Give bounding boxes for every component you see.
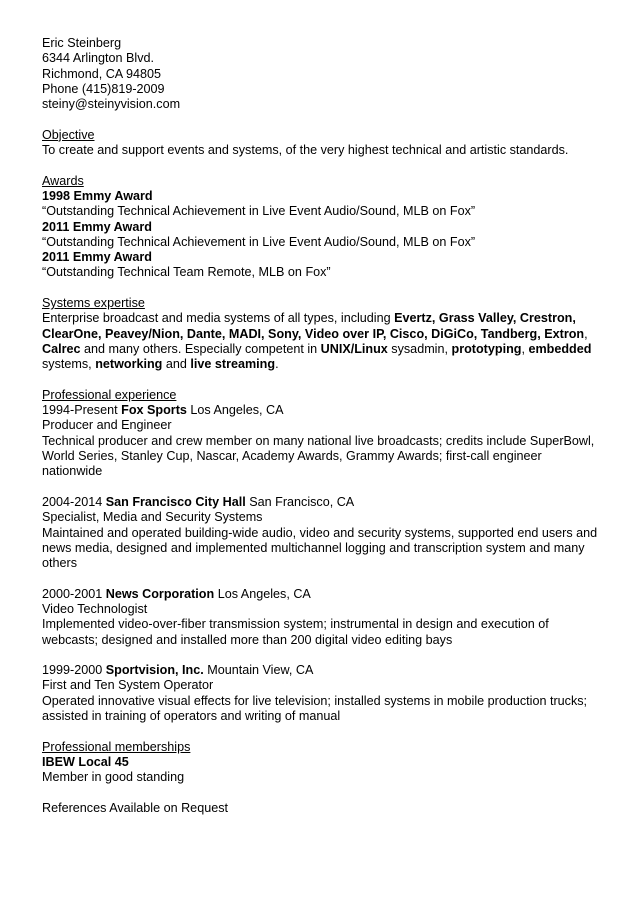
systems-text-part: . — [275, 357, 279, 372]
memberships-section — [42, 740, 602, 786]
membership-org: IBEW Local 45 — [42, 754, 129, 769]
spacer — [42, 724, 602, 739]
job-header — [42, 663, 602, 678]
memberships-heading: Professional memberships — [42, 739, 191, 754]
systems-text-part: sysadmin, — [387, 341, 452, 356]
job-location: Los Angeles, CA — [186, 403, 284, 418]
job-company: Sportvision, Inc. — [105, 663, 204, 678]
contact-name: Eric Steinberg — [42, 36, 122, 50]
contact-address-line-2: Richmond, CA 94805 — [42, 66, 162, 81]
job-years: 2004-2014 — [42, 494, 106, 509]
spacer — [42, 648, 602, 663]
job-years: 1994-Present — [42, 403, 122, 418]
job-entry — [42, 495, 602, 571]
systems-section — [42, 296, 602, 372]
award-title: 2011 Emmy Award — [42, 250, 152, 265]
experience-section — [42, 388, 602, 725]
job-years: 1999-2000 — [42, 663, 106, 678]
resume-document — [42, 36, 602, 816]
systems-emphasis: Calrec — [42, 341, 81, 356]
systems-text-part: and — [162, 357, 191, 372]
spacer — [42, 373, 602, 388]
systems-text-part: systems, — [42, 357, 96, 372]
award-title: 2011 Emmy Award — [42, 219, 152, 234]
contact-block — [42, 36, 602, 112]
job-entry — [42, 403, 602, 479]
award-description: “Outstanding Technical Team Remote, MLB on Fox” — [42, 265, 331, 280]
systems-emphasis: networking — [95, 357, 163, 372]
membership-status: Member in good standing — [42, 770, 185, 785]
spacer — [42, 112, 602, 127]
job-role: Video Technologist — [42, 601, 148, 616]
contact-email: steiny@steinyvision.com — [42, 97, 181, 112]
job-location: San Francisco, CA — [245, 494, 355, 509]
job-description: Operated innovative visual effects for live television; installed systems in mobile production trucks; assisted in training of operators and writing of manual — [42, 693, 588, 724]
references-note: References Available on Request — [42, 800, 228, 815]
systems-text-part: Enterprise broadcast and media systems of all types, including — [42, 311, 395, 326]
systems-emphasis: embedded — [528, 341, 592, 356]
experience-heading: Professional experience — [42, 387, 177, 402]
systems-text — [42, 311, 602, 372]
systems-emphasis: UNIX/Linux — [320, 341, 388, 356]
award-description: “Outstanding Technical Achievement in Live Event Audio/Sound, MLB on Fox” — [42, 234, 476, 249]
job-role: First and Ten System Operator — [42, 678, 214, 693]
systems-emphasis: prototyping — [451, 341, 522, 356]
job-company: News Corporation — [105, 586, 215, 601]
spacer — [42, 480, 602, 495]
contact-phone: Phone (415)819-2009 — [42, 81, 165, 96]
systems-text-part: , — [584, 326, 588, 341]
job-description: Implemented video-over-fiber transmission system; instrumental in design and execution of webcasts; designed and installed more than 200 digital video editing bays — [42, 617, 549, 647]
contact-address-line-1: 6344 Arlington Blvd. — [42, 51, 155, 66]
spacer — [42, 571, 602, 586]
job-location: Mountain View, CA — [203, 663, 314, 678]
awards-section — [42, 174, 602, 281]
award-title: 1998 Emmy Award — [42, 188, 153, 203]
systems-emphasis: Evertz, Grass Valley, Crestron, ClearOne, Peavey/Nion, Dante, MADI, Sony, Video over IP, Cisco, DiGiCo, Tandberg, Extron — [42, 311, 585, 341]
job-header — [42, 495, 602, 510]
job-company: San Francisco City Hall — [105, 494, 246, 509]
job-role: Specialist, Media and Security Systems — [42, 510, 263, 525]
award-description: “Outstanding Technical Achievement in Live Event Audio/Sound, MLB on Fox” — [42, 204, 476, 219]
awards-heading: Awards — [42, 173, 84, 188]
objective-heading: Objective — [42, 127, 95, 142]
systems-text-part: and many others. Especially competent in — [80, 341, 321, 356]
job-location: Los Angeles, CA — [214, 586, 311, 601]
job-description: Technical producer and crew member on many national live broadcasts; credits include SuperBowl, World Series, Stanley Cup, Nascar, Academy Awards, Grammy Awards; first-call engineer nationwide — [42, 433, 595, 479]
job-role: Producer and Engineer — [42, 418, 172, 433]
objective-section — [42, 128, 602, 159]
job-entry — [42, 663, 602, 724]
objective-text: To create and support events and systems, of the very highest technical and artistic standards. — [42, 143, 569, 158]
job-entry — [42, 587, 602, 648]
spacer — [42, 281, 602, 296]
job-company: Fox Sports — [121, 403, 187, 418]
job-header — [42, 587, 602, 602]
job-description: Maintained and operated building-wide audio, video and security systems, supported end users and news media, designed and implemented multichannel logging and transcription system and many others — [42, 525, 598, 571]
systems-heading: Systems expertise — [42, 296, 145, 311]
job-header — [42, 403, 602, 418]
spacer — [42, 158, 602, 173]
systems-emphasis: live streaming — [190, 357, 276, 372]
spacer — [42, 786, 602, 801]
systems-text-part: , — [521, 341, 529, 356]
job-years: 2000-2001 — [42, 586, 106, 601]
